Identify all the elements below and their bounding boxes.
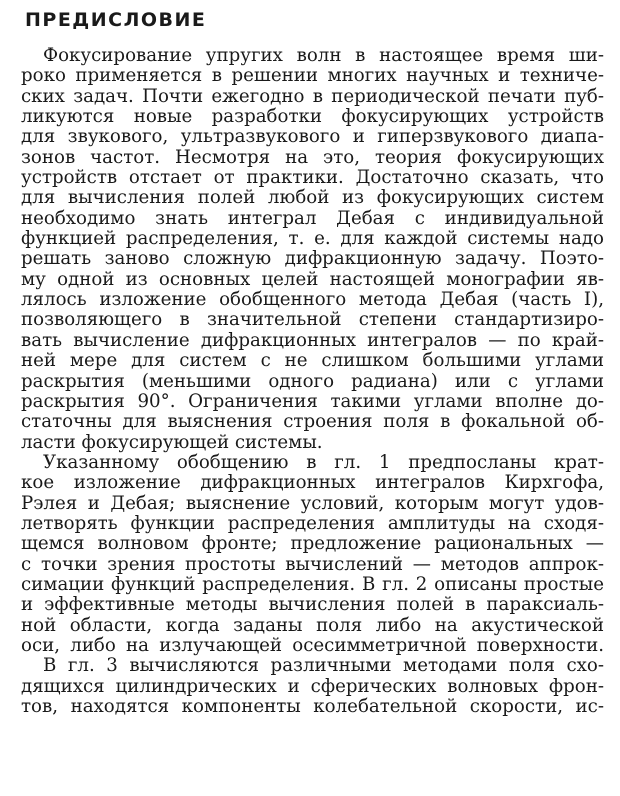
text-line: для вычисления полей любой из фокусирующих систем <box>21 187 604 209</box>
text-line: ликуются новые разработки фокусирующих устройств <box>21 106 604 128</box>
page-heading: ПРЕДИСЛОВИЕ <box>25 9 207 31</box>
text-line: оси, либо на излучающей осесимметричной поверхности. <box>21 634 604 656</box>
text-line: вать вычисление дифракционных интегралов — по край- <box>21 329 604 351</box>
text-line: му одной из основных целей настоящей монографии яв- <box>21 268 604 290</box>
text-line: раскрытия (меньшими одного радиана) или с углами <box>21 370 604 392</box>
text-line: для звукового, ультразвукового и гиперзвукового диапа- <box>21 126 604 148</box>
book-page <box>21 6 604 717</box>
text-line: роко применяется в решении многих научных и техниче- <box>21 65 604 87</box>
text-line: летворять функции распределения амплитуды на сходя- <box>21 512 604 534</box>
body-text <box>21 46 604 717</box>
text-line: с точки зрения простоты вычислений — методов аппрок- <box>21 553 604 575</box>
text-line: позволяющего в значительной степени стандартизиро- <box>21 309 604 331</box>
text-line: ласти фокусирующей системы. <box>21 431 323 453</box>
text-line: Фокусирование упругих волн в настоящее время ши- <box>43 45 604 66</box>
text-line: Рэлея и Дебая; выяснение условий, которым могут удов- <box>21 492 604 514</box>
text-line: зонов частот. Несмотря на это, теория фокусирующих <box>21 146 604 168</box>
text-line: дящихся цилиндрических и сферических волновых фрон- <box>21 675 604 697</box>
text-line: кое изложение дифракционных интегралов Кирхгофа, <box>21 472 604 494</box>
text-line: статочны для выяснения строения поля в фокальной об- <box>21 411 604 433</box>
text-line: ной области, когда заданы поля либо на акустической <box>21 614 604 636</box>
text-line: раскрытия 90°. Ограничения такими углами вполне до- <box>21 390 604 412</box>
text-line: и эффективные методы вычисления полей в параксиаль- <box>21 594 604 616</box>
text-line: ней мере для систем с не слишком большими углами <box>21 350 604 372</box>
text-line: ских задач. Почти ежегодно в периодической печати пуб- <box>21 85 604 107</box>
text-line: щемся волновом фронте; предложение рациональных — <box>21 533 604 555</box>
text-line: лялось изложение обобщенного метода Дебая (часть I), <box>21 289 604 311</box>
text-line: необходимо знать интеграл Дебая с индивидуальной <box>21 207 604 229</box>
text-line: Указанному обобщению в гл. 1 предпосланы крат- <box>43 451 604 473</box>
text-line: симации функций распределения. В гл. 2 описаны простые <box>21 573 604 595</box>
text-line: устройств отстает от практики. Достаточно сказать, что <box>21 167 604 189</box>
text-line: функцией распределения, т. е. для каждой системы надо <box>21 228 604 250</box>
text-line: В гл. 3 вычисляются различными методами поля схо- <box>43 655 604 677</box>
text-line: решать заново сложную дифракционную задачу. Поэто- <box>21 248 604 270</box>
text-line: тов, находятся компоненты колебательной скорости, ис- <box>21 696 604 717</box>
